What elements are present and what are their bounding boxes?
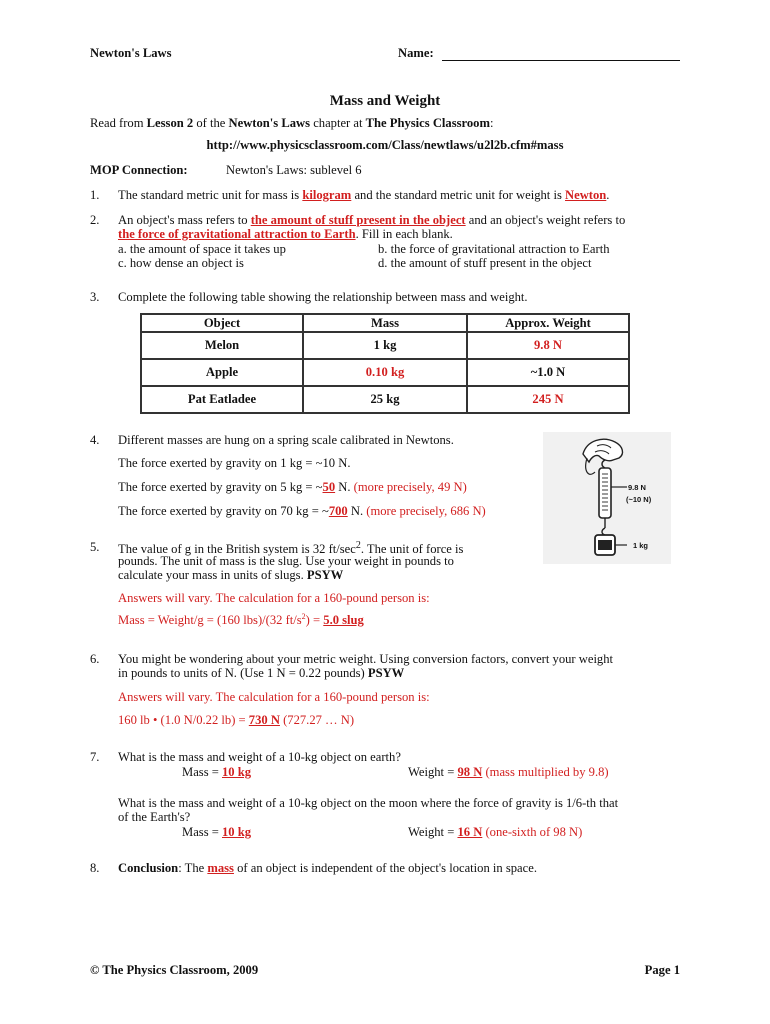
q5-line2: pounds. The unit of mass is the slug. Use your weight in pounds to bbox=[118, 554, 454, 568]
q7-note-moon: (one-sixth of 98 N) bbox=[482, 825, 583, 839]
q1-text-a: The standard metric unit for mass is bbox=[118, 188, 303, 202]
q7-weight-earth bbox=[408, 765, 609, 780]
intro-lesson: Lesson 2 bbox=[146, 116, 194, 130]
cell-weight-answer: 245 N bbox=[467, 386, 629, 413]
q6-calc-precise: (727.27 … N) bbox=[279, 713, 355, 727]
q6-line2-text: in pounds to units of N. (Use 1 N = 0.22 pounds) bbox=[118, 666, 368, 680]
q1-text bbox=[118, 188, 609, 203]
q7-weight-moon bbox=[408, 825, 582, 840]
q6-psyw: PSYW bbox=[367, 666, 405, 680]
q2-answer-weight: the force of gravitational attraction to Earth bbox=[118, 227, 356, 241]
q7-answer-weight-moon: 16 N bbox=[457, 825, 483, 839]
q7-number: 7. bbox=[90, 750, 100, 764]
q4-number: 4. bbox=[90, 433, 100, 447]
q1-answer-mass: kilogram bbox=[302, 188, 352, 202]
q3-text: Complete the following table showing the relationship between mass and weight. bbox=[118, 290, 528, 304]
q2-line2 bbox=[118, 227, 453, 242]
intro-site: The Physics Classroom bbox=[365, 116, 490, 130]
column-header-mass: Mass bbox=[303, 314, 467, 332]
q4-answer-5kg: 50 bbox=[322, 480, 336, 494]
q6-answer-result: 730 N bbox=[248, 713, 280, 727]
q7-question1: What is the mass and weight of a 10-kg object on earth? bbox=[118, 750, 401, 764]
intro bbox=[90, 116, 493, 131]
q7-question2-line1: What is the mass and weight of a 10-kg object on the moon where the force of gravity is 1/6-th that bbox=[118, 796, 619, 810]
cell-mass: 25 kg bbox=[303, 386, 467, 413]
q8-text bbox=[118, 861, 537, 876]
column-header-weight: Approx. Weight bbox=[467, 314, 629, 332]
q8-conclusion-label: Conclusion bbox=[118, 861, 179, 875]
q4-line2-text: The force exerted by gravity on 5 kg = ~ bbox=[118, 480, 323, 494]
q2-text-a: An object's mass refers to bbox=[118, 213, 251, 227]
cell-weight: ~1.0 N bbox=[467, 359, 629, 386]
cell-mass-answer: 0.10 kg bbox=[303, 359, 467, 386]
q7-weight-label: Weight = bbox=[408, 765, 458, 779]
q5-line1-text: The value of g in the British system is 32 ft/sec bbox=[118, 542, 356, 557]
page-number: Page 1 bbox=[644, 963, 680, 977]
q7-question2-line2: of the Earth's? bbox=[118, 810, 191, 824]
q1-text-c: . bbox=[606, 188, 610, 202]
q4-note-5kg: (more precisely, 49 N) bbox=[353, 480, 467, 494]
column-header-object: Object bbox=[141, 314, 303, 332]
q1-text-b: and the standard metric unit for weight is bbox=[351, 188, 566, 202]
footer-copyright: © The Physics Classroom, 2009 bbox=[90, 963, 259, 977]
q4-line3 bbox=[118, 504, 486, 519]
lesson-url[interactable]: http://www.physicsclassroom.com/Class/newtlaws/u2l2b.cfm#mass bbox=[206, 138, 564, 152]
q5-answer-result: 5.0 slug bbox=[323, 613, 364, 628]
cell-object: Pat Eatladee bbox=[141, 386, 303, 413]
q6-answer-intro: Answers will vary. The calculation for a 160-pound person is: bbox=[118, 690, 430, 704]
q2-option-d: d. the amount of stuff present in the object bbox=[378, 256, 592, 270]
name-blank[interactable] bbox=[442, 48, 680, 61]
q5-answer-calc bbox=[118, 612, 364, 628]
cell-mass: 1 kg bbox=[303, 332, 467, 359]
q2-text-c: . Fill in each blank. bbox=[355, 227, 453, 241]
cell-weight-answer: 9.8 N bbox=[467, 332, 629, 359]
q2-number: 2. bbox=[90, 213, 100, 227]
q5-number: 5. bbox=[90, 540, 100, 554]
table-row bbox=[141, 332, 629, 359]
q8-answer: mass bbox=[207, 861, 234, 875]
intro-text: of the bbox=[193, 116, 229, 130]
q2-option-a: a. the amount of space it takes up bbox=[118, 242, 286, 256]
q8-number: 8. bbox=[90, 861, 100, 875]
q8-text-a: : The bbox=[178, 861, 208, 875]
q7-weight-label: Weight = bbox=[408, 825, 458, 839]
q6-calc-text: 160 lb • (1.0 N/0.22 lb) = bbox=[118, 713, 249, 727]
q2-option-b: b. the force of gravitational attraction to Earth bbox=[378, 242, 610, 256]
table-row bbox=[141, 359, 629, 386]
intro-text: chapter at bbox=[310, 116, 366, 130]
q1-answer-weight: Newton bbox=[565, 188, 607, 202]
q4-line1: The force exerted by gravity on 1 kg = ~10 N. bbox=[118, 456, 351, 470]
q5-line3-text: calculate your mass in units of slugs. bbox=[118, 568, 307, 582]
q7-answer-mass-earth: 10 kg bbox=[222, 765, 252, 779]
q4-line3-unit: N. bbox=[347, 504, 367, 518]
q6-line1: You might be wondering about your metric weight. Using conversion factors, convert your weight bbox=[118, 652, 614, 666]
figure-label-approx: (~10 N) bbox=[626, 495, 652, 504]
spring-scale-icon bbox=[543, 432, 671, 564]
q5-line3 bbox=[118, 568, 343, 583]
cell-object: Melon bbox=[141, 332, 303, 359]
mop-value: Newton's Laws: sublevel 6 bbox=[226, 163, 362, 177]
q8-text-b: of an object is independent of the object's location in space. bbox=[233, 861, 537, 875]
intro-text: : bbox=[489, 116, 494, 130]
q6-line2 bbox=[118, 666, 404, 681]
mop-label: MOP Connection: bbox=[90, 163, 188, 177]
q5-psyw: PSYW bbox=[306, 568, 344, 582]
q5-calc-equals: ) = bbox=[305, 613, 324, 628]
q4-line3-text: The force exerted by gravity on 70 kg = ~ bbox=[118, 504, 329, 518]
q5-exponent: 2 bbox=[355, 540, 361, 551]
q7-mass-moon bbox=[182, 825, 251, 840]
q2-line1 bbox=[118, 213, 625, 228]
cell-object: Apple bbox=[141, 359, 303, 386]
name-label: Name: bbox=[398, 46, 434, 60]
q5-calc-exponent: 2 bbox=[301, 612, 306, 621]
mass-weight-table bbox=[140, 313, 630, 414]
q5-line1-end: . The unit of force is bbox=[360, 542, 464, 557]
q6-answer-calc bbox=[118, 713, 354, 728]
figure-label-mass: 1 kg bbox=[633, 541, 649, 550]
q4-text: Different masses are hung on a spring scale calibrated in Newtons. bbox=[118, 433, 454, 447]
intro-chapter: Newton's Laws bbox=[228, 116, 311, 130]
q4-note-70kg: (more precisely, 686 N) bbox=[366, 504, 486, 518]
q5-calc-text: Mass = Weight/g = (160 lbs)/(32 ft/s bbox=[118, 613, 302, 628]
figure-label-weight: 9.8 N bbox=[628, 483, 646, 492]
q2-answer-mass: the amount of stuff present in the object bbox=[250, 213, 466, 227]
q7-note-earth: (mass multiplied by 9.8) bbox=[482, 765, 609, 779]
table-header-row bbox=[141, 314, 629, 332]
q7-mass-label: Mass = bbox=[182, 825, 222, 839]
q7-mass-earth bbox=[182, 765, 251, 780]
name-field bbox=[398, 46, 680, 61]
header-left: Newton's Laws bbox=[90, 46, 172, 60]
q4-answer-70kg: 700 bbox=[328, 504, 348, 518]
q6-number: 6. bbox=[90, 652, 100, 666]
q3-number: 3. bbox=[90, 290, 100, 304]
q4-line2-unit: N. bbox=[335, 480, 354, 494]
page-title: Mass and Weight bbox=[329, 93, 441, 109]
q5-answer-intro: Answers will vary. The calculation for a 160-pound person is: bbox=[118, 591, 430, 605]
table-row bbox=[141, 386, 629, 413]
q7-answer-mass-moon: 10 kg bbox=[222, 825, 252, 839]
q7-mass-label: Mass = bbox=[182, 765, 222, 779]
q7-answer-weight-earth: 98 N bbox=[457, 765, 483, 779]
q2-text-b: and an object's weight refers to bbox=[465, 213, 626, 227]
q1-number: 1. bbox=[90, 188, 100, 202]
intro-text: Read from bbox=[90, 116, 147, 130]
q2-option-c: c. how dense an object is bbox=[118, 256, 244, 270]
q4-line2 bbox=[118, 480, 467, 495]
